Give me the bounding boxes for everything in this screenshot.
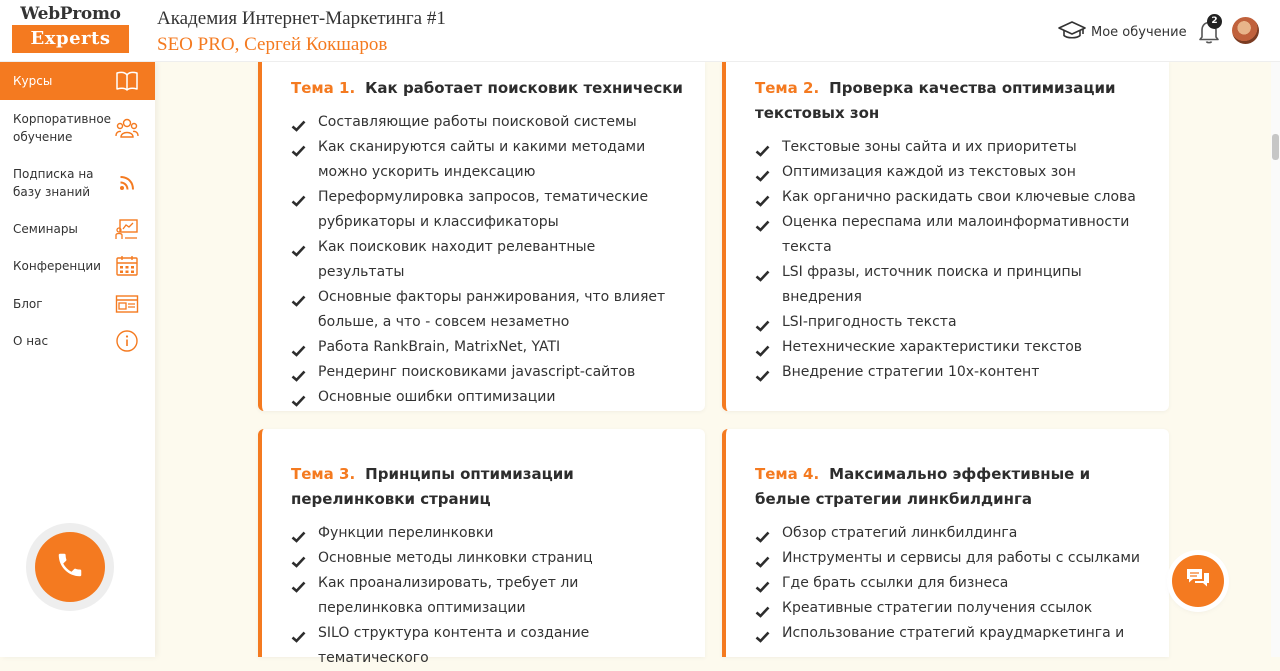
call-button[interactable] bbox=[26, 523, 114, 611]
topic-number: Тема 2. bbox=[755, 79, 820, 97]
check-icon bbox=[291, 577, 306, 602]
sidebar-item-subscription[interactable] bbox=[0, 164, 155, 202]
check-icon bbox=[291, 191, 306, 216]
topic-title bbox=[755, 76, 1125, 126]
list-item: Как сканируются сайты и какими методами можно ускорить индексацию bbox=[291, 135, 683, 185]
list-item: Оценка переспама или малоинформативности текста bbox=[755, 210, 1150, 260]
graduation-cap-icon bbox=[1058, 20, 1086, 44]
chat-button[interactable] bbox=[1172, 555, 1224, 607]
check-icon bbox=[291, 627, 306, 652]
list-item: Переформулировка запросов, тематические рубрикаторы и классификаторы bbox=[291, 185, 683, 235]
topic-title bbox=[755, 462, 1125, 512]
sidebar-item-about[interactable] bbox=[0, 328, 155, 353]
list-item: Как проанализировать, требует ли перелинковка оптимизации bbox=[291, 571, 683, 621]
check-icon bbox=[755, 627, 770, 652]
topic-title-text: Максимально эффективные и белые стратегии линкбилдинга bbox=[755, 465, 1091, 508]
list-item: Нетехнические характеристики текстов bbox=[755, 335, 1150, 360]
course-title[interactable]: SEO PRO, Сергей Кокшаров bbox=[157, 34, 388, 55]
topic-items-list bbox=[291, 521, 683, 671]
sidebar-item-blog[interactable] bbox=[0, 291, 155, 316]
chat-bubbles-icon bbox=[1185, 567, 1211, 595]
list-item: Внедрение стратегии 10х-контент bbox=[755, 360, 1150, 385]
scrollbar-thumb[interactable] bbox=[1272, 134, 1279, 160]
list-item: Использование стратегий краудмаркетинга и bbox=[755, 621, 1150, 646]
phone-icon bbox=[55, 550, 85, 584]
topic-number: Тема 3. bbox=[291, 465, 356, 483]
list-item: Основные факторы ранжирования, что влияет больше, а что - совсем незаметно bbox=[291, 285, 683, 335]
list-item: LSI фразы, источник поиска и принципы внедрения bbox=[755, 260, 1150, 310]
topic-title-text: Как работает поисковик технически bbox=[365, 79, 683, 97]
check-icon bbox=[755, 366, 770, 391]
sidebar-item-label: Конференции bbox=[13, 258, 101, 273]
check-icon bbox=[755, 216, 770, 241]
sidebar-item-label: Блог bbox=[13, 296, 43, 311]
bell-icon bbox=[1197, 30, 1221, 49]
topic-number: Тема 4. bbox=[755, 465, 820, 483]
topic-card-2 bbox=[722, 62, 1169, 411]
info-icon bbox=[115, 329, 139, 353]
sidebar-item-label: Подписка на базу знаний bbox=[13, 167, 94, 199]
calendar-icon bbox=[115, 254, 139, 278]
list-item: Оптимизация каждой из текстовых зон bbox=[755, 160, 1150, 185]
sidebar-item-conferences[interactable] bbox=[0, 253, 155, 278]
list-item: Креативные стратегии получения ссылок bbox=[755, 596, 1150, 621]
list-item: Работа RankBrain, MatrixNet, YATI bbox=[291, 335, 683, 360]
list-item: Обзор стратегий линкбилдинга bbox=[755, 521, 1150, 546]
sidebar-item-label: Курсы bbox=[13, 74, 53, 88]
list-item: Текстовые зоны сайта и их приоритеты bbox=[755, 135, 1150, 160]
topic-items-list bbox=[755, 135, 1150, 385]
check-icon bbox=[291, 241, 306, 266]
page-scrollbar[interactable] bbox=[1271, 62, 1280, 657]
sidebar-item-seminars[interactable] bbox=[0, 216, 155, 241]
people-icon bbox=[115, 116, 139, 140]
sidebar-item-label: Семинары bbox=[13, 221, 78, 236]
list-item: LSI-пригодность текста bbox=[755, 310, 1150, 335]
topic-title bbox=[291, 76, 691, 101]
list-item: Где брать ссылки для бизнеса bbox=[755, 571, 1150, 596]
topic-title bbox=[291, 462, 621, 512]
webpromo-logo[interactable] bbox=[12, 4, 129, 53]
topic-title-text: Принципы оптимизации перелинковки страниц bbox=[291, 465, 574, 508]
topic-number: Тема 1. bbox=[291, 79, 356, 97]
list-item: SILO структура контента и создание тематического bbox=[291, 621, 683, 671]
top-header bbox=[0, 0, 1280, 62]
check-icon bbox=[291, 391, 306, 416]
topic-items-list bbox=[755, 521, 1150, 646]
sidebar-item-label: О нас bbox=[13, 333, 49, 348]
topic-card-1 bbox=[258, 62, 705, 411]
academy-title: Академия Интернет-Маркетинга #1 bbox=[157, 8, 446, 29]
list-item: Функции перелинковки bbox=[291, 521, 683, 546]
topic-card-3 bbox=[258, 429, 705, 666]
sidebar-item-courses[interactable] bbox=[0, 62, 155, 100]
topic-card-4 bbox=[722, 429, 1169, 657]
notifications-button[interactable] bbox=[1197, 16, 1221, 45]
list-item: Инструменты и сервисы для работы с ссылками bbox=[755, 546, 1150, 571]
blog-icon bbox=[115, 292, 139, 316]
user-avatar[interactable] bbox=[1232, 17, 1259, 44]
rss-icon bbox=[115, 171, 139, 195]
my-learning-label: Мое обучение bbox=[1091, 24, 1187, 40]
book-icon bbox=[115, 69, 139, 93]
check-icon bbox=[291, 141, 306, 166]
topic-title-text: Проверка качества оптимизации текстовых зон bbox=[755, 79, 1116, 122]
sidebar-item-corporate[interactable] bbox=[0, 109, 155, 147]
list-item: Составляющие работы поисковой системы bbox=[291, 110, 683, 135]
logo-bottom-text: Experts bbox=[12, 25, 129, 53]
topic-items-list bbox=[291, 110, 683, 410]
sidebar-item-label: Корпоративное обучение bbox=[13, 112, 112, 144]
list-item: Рендеринг поисковиками javascript-сайтов bbox=[291, 360, 683, 385]
sidebar bbox=[0, 62, 155, 657]
notification-count-badge: 2 bbox=[1207, 14, 1222, 29]
logo-top-text: WebPromo bbox=[20, 4, 121, 24]
check-icon bbox=[291, 291, 306, 316]
list-item: Как органично раскидать свои ключевые слова bbox=[755, 185, 1150, 210]
presentation-icon bbox=[115, 217, 139, 241]
list-item: Основные методы линковки страниц bbox=[291, 546, 683, 571]
check-icon bbox=[755, 266, 770, 291]
list-item: Как поисковик находит релевантные результаты bbox=[291, 235, 683, 285]
list-item: Основные ошибки оптимизации bbox=[291, 385, 683, 410]
my-learning-link[interactable] bbox=[1058, 20, 1187, 44]
